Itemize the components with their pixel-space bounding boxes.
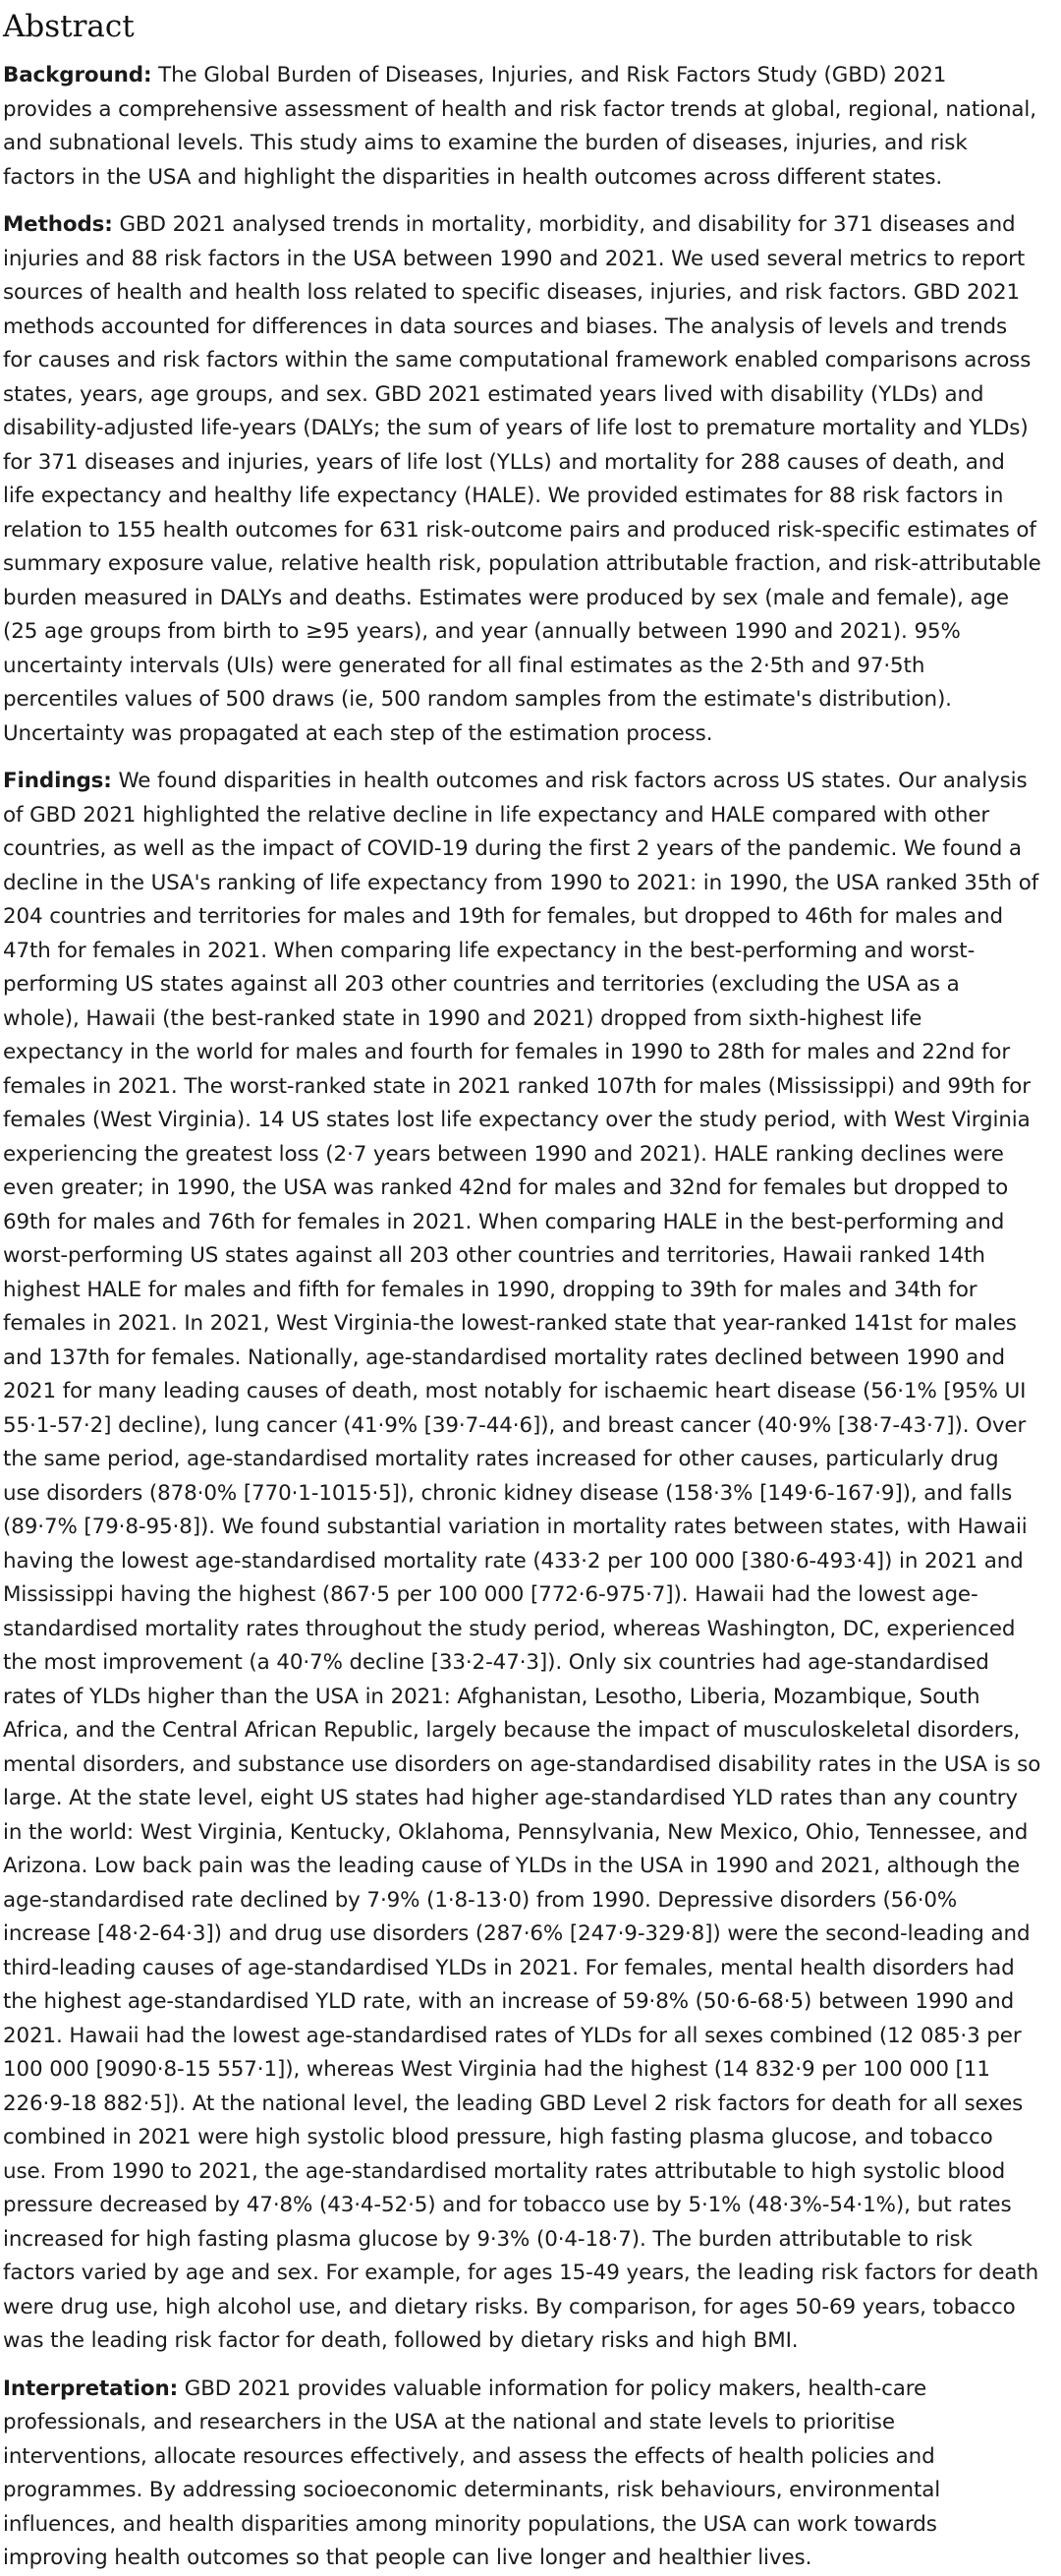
background-text: The Global Burden of Diseases, Injuries, and Risk Factors Study (GBD) 2021 provides a comprehensive assessment of health and risk factor trends at global, regional, national, and subnational levels. This study aims to examine the burden of diseases, injuries, and risk factors in the USA and highlight the disparities in health outcomes across different states.	[3, 63, 1036, 190]
methods-label: Methods:	[3, 212, 113, 237]
background-section	[3, 59, 1041, 195]
findings-text: We found disparities in health outcomes and risk factors across US states. Our analysis of GBD 2021 highlighted the relative decline in life expectancy and HALE compared with other countries, as well as the impact of COVID-19 during the first 2 years of the pandemic. We found a decline in the USA's ranking of life expectancy from 1990 to 2021: in 1990, the USA ranked 35th of 204 countries and territories for males and 19th for females, but dropped to 46th for males and 47th for females in 2021. When comparing life expectancy in the best-performing and worst-performing US states against all 203 other countries and territories (excluding the USA as a whole), Hawaii (the best-ranked state in 1990 and 2021) dropped from sixth-highest life expectancy in the world for males and fourth for females in 1990 to 28th for males and 22nd for females in 2021. The worst-ranked state in 2021 ranked 107th for males (Mississippi) and 99th for females (West Virginia). 14 US states lost life expectancy over the study period, with West Virginia experiencing the greatest loss (2·7 years between 1990 and 2021). HALE ranking declines were even greater; in 1990, the USA was ranked 42nd for males and 32nd for females but dropped to 69th for males and 76th for females in 2021. When comparing HALE in the best-performing and worst-performing US states against all 203 other countries and territories, Hawaii ranked 14th highest HALE for males and fifth for females in 1990, dropping to 39th for males and 34th for females in 2021. In 2021, West Virginia-the lowest-ranked state that year-ranked 141st for males and 137th for females. Nationally, age-standardised mortality rates declined between 1990 and 2021 for many leading causes of death, most notably for ischaemic heart disease (56·1% [95% UI 55·1-57·2] decline), lung cancer (41·9% [39·7-44·6]), and breast cancer (40·9% [38·7-43·7]). Over the same period, age-standardised mortality rates increased for other causes, particularly drug use disorders (878·0% [770·1-1015·5]), chronic kidney disease (158·3% [149·6-167·9]), and falls (89·7% [79·8-95·8]). We found substantial variation in mortality rates between states, with Hawaii having the lowest age-standardised mortality rate (433·2 per 100 000 [380·6-493·4]) in 2021 and Mississippi having the highest (867·5 per 100 000 [772·6-975·7]). Hawaii had the lowest age-standardised mortality rates throughout the study period, whereas Washington, DC, experienced the most improvement (a 40·7% decline [33·2-47·3]). Only six countries had age-standardised rates of YLDs higher than the USA in 2021: Afghanistan, Lesotho, Liberia, Mozambique, South Africa, and the Central African Republic, largely because the impact of musculoskeletal disorders, mental disorders, and substance use disorders on age-standardised disability rates in the USA is so large. At the state level, eight US states had higher age-standardised YLD rates than any country in the world: West Virginia, Kentucky, Oklahoma, Pennsylvania, New Mexico, Ohio, Tennessee, and Arizona. Low back pain was the leading cause of YLDs in the USA in 1990 and 2021, although the age-standardised rate declined by 7·9% (1·8-13·0) from 1990. Depressive disorders (56·0% increase [48·2-64·3]) and drug use disorders (287·6% [247·9-329·8]) were the second-leading and third-leading causes of age-standardised YLDs in 2021. For females, mental health disorders had the highest age-standardised YLD rate, with an increase of 59·8% (50·6-68·5) between 1990 and 2021. Hawaii had the lowest age-standardised rates of YLDs for all sexes combined (12 085·3 per 100 000 [9090·8-15 557·1]), whereas West Virginia had the highest (14 832·9 per 100 000 [11 226·9-18 882·5]). At the national level, the leading GBD Level 2 risk factors for death for all sexes combined in 2021 were high systolic blood pressure, high fasting plasma glucose, and tobacco use. From 1990 to 2021, the age-standardised mortality rates attributable to high systolic blood pressure decreased by 47·8% (43·4-52·5) and for tobacco use by 5·1% (48·3%-54·1%), but rates increased for high fasting plasma glucose by 9·3% (0·4-18·7). The burden attributable to risk factors varied by age and sex. For example, for ages 15-49 years, the leading risk factors for death were drug use, high alcohol use, and dietary risks. By comparison, for ages 50-69 years, tobacco was the leading risk factor for death, followed by dietary risks and high BMI.	[3, 769, 1041, 2353]
interpretation-section	[3, 2373, 1041, 2576]
interpretation-text: GBD 2021 provides valuable information for policy makers, health-care professionals, and researchers in the USA at the national and state levels to prioritise interventions, allocate resources effectively, and assess the effects of health policies and programmes. By addressing socioeconomic determinants, risk behaviours, environmental influences, and health disparities among minority populations, the USA can work towards improving health outcomes so that people can live longer and healthier lives.	[3, 2376, 941, 2570]
findings-label: Findings:	[3, 769, 112, 793]
interpretation-label: Interpretation:	[3, 2376, 179, 2401]
findings-section	[3, 765, 1041, 2359]
methods-section	[3, 208, 1041, 751]
background-label: Background:	[3, 63, 152, 87]
methods-text: GBD 2021 analysed trends in mortality, morbidity, and disability for 371 diseases and injuries and 88 risk factors in the USA between 1990 and 2021. We used several metrics to report sources of health and health loss related to specific diseases, injuries, and risk factors. GBD 2021 methods accounted for differences in data sources and biases. The analysis of levels and trends for causes and risk factors within the same computational framework enabled comparisons across states, years, age groups, and sex. GBD 2021 estimated years lived with disability (YLDs) and disability-adjusted life-years (DALYs; the sum of years of life lost to premature mortality and YLDs) for 371 diseases and injuries, years of life lost (YLLs) and mortality for 288 causes of death, and life expectancy and healthy life expectancy (HALE). We provided estimates for 88 risk factors in relation to 155 health outcomes for 631 risk-outcome pairs and produced risk-specific estimates of summary exposure value, relative health risk, population attributable fraction, and risk-attributable burden measured in DALYs and deaths. Estimates were produced by sex (male and female), age (25 age groups from birth to ≥95 years), and year (annually between 1990 and 2021). 95% uncertainty intervals (UIs) were generated for all final estimates as the 2·5th and 97·5th percentiles values of 500 draws (ie, 500 random samples from the estimate's distribution). Uncertainty was propagated at each step of the estimation process.	[3, 212, 1041, 746]
abstract-title: Abstract	[3, 9, 135, 44]
